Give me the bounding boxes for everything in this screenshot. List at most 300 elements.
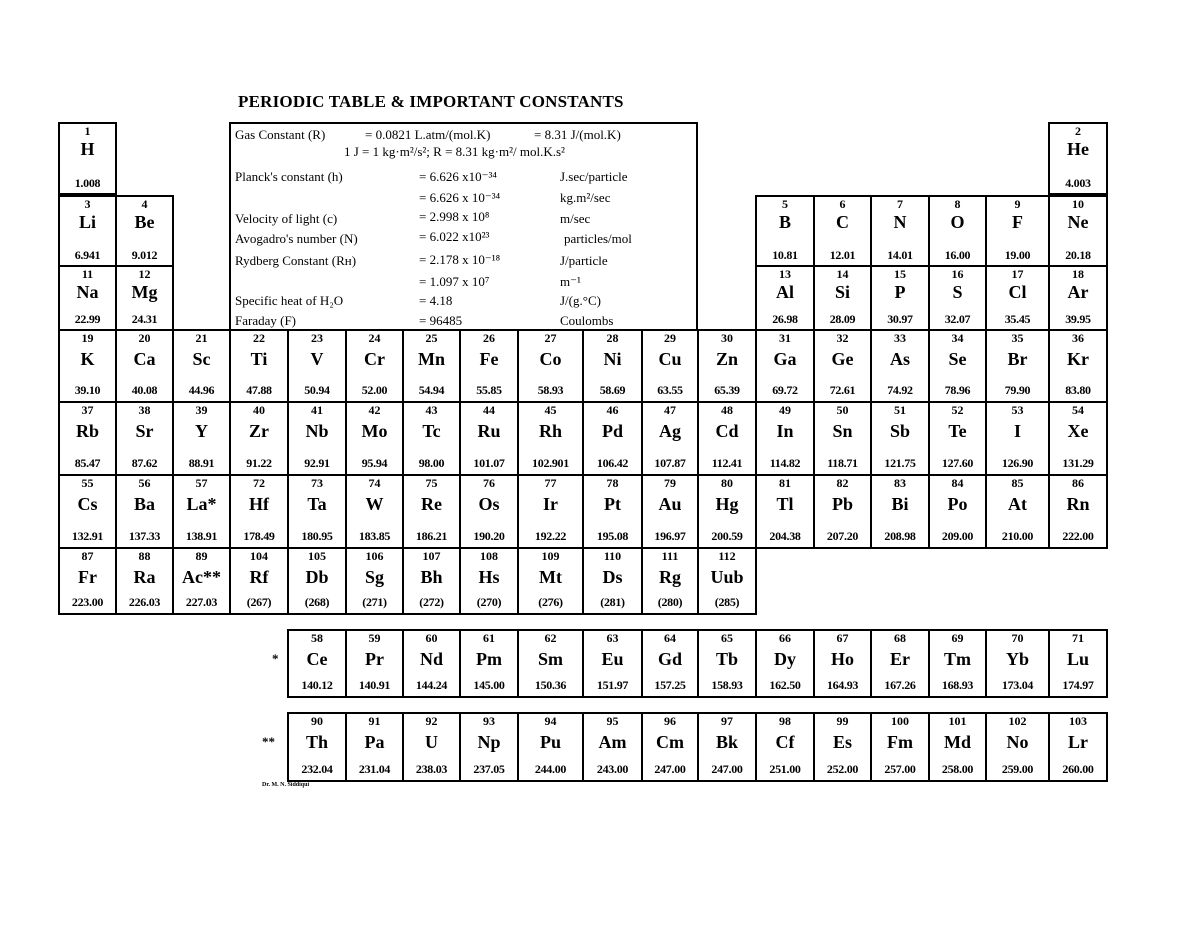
element-cell [641, 712, 699, 782]
element-cell [697, 474, 757, 549]
atomic-mass: 210.00 [1001, 529, 1034, 543]
atomic-mass: 204.38 [769, 529, 801, 543]
atomic-mass: 186.21 [415, 529, 448, 543]
element-symbol: Po [947, 494, 968, 514]
atomic-mass: 196.97 [654, 529, 686, 543]
atomic-number: 11 [81, 267, 94, 281]
atomic-mass: 58.93 [537, 383, 564, 397]
element-cell [813, 265, 872, 331]
atomic-mass: 40.08 [131, 383, 158, 397]
element-cell [517, 547, 584, 615]
element-cell [345, 629, 404, 698]
atomic-mass: 95.94 [361, 456, 388, 470]
atomic-number: 94 [544, 714, 557, 728]
atomic-mass: 260.00 [1062, 762, 1094, 776]
atomic-mass: 52.00 [361, 383, 388, 397]
atomic-number: 40 [253, 403, 265, 417]
atomic-mass: 195.08 [596, 529, 629, 543]
atomic-mass: (272) [419, 595, 444, 609]
atomic-number: 92 [425, 714, 438, 728]
element-cell [985, 195, 1050, 267]
atomic-mass: 150.36 [534, 678, 567, 692]
atomic-number: 31 [779, 331, 791, 345]
element-cell [641, 547, 699, 615]
atomic-mass: 209.00 [941, 529, 974, 543]
element-symbol: Na [76, 282, 99, 302]
element-cell [1048, 122, 1108, 195]
atomic-mass: 92.91 [304, 456, 330, 470]
element-cell [697, 401, 757, 476]
atomic-number: 2 [1075, 124, 1081, 138]
atomic-mass: 158.93 [711, 678, 743, 692]
atomic-number: 104 [250, 549, 268, 563]
atomic-number: 107 [422, 549, 441, 563]
element-symbol: Pr [365, 649, 384, 669]
element-symbol: Bk [715, 732, 739, 752]
atomic-mass: 16.00 [944, 248, 971, 262]
element-cell [287, 474, 347, 549]
element-symbol: Ni [603, 349, 622, 369]
element-cell [172, 474, 231, 549]
atomic-mass: 28.09 [829, 312, 856, 326]
atomic-mass: 107.87 [654, 456, 686, 470]
atomic-mass: 4.003 [1065, 176, 1091, 190]
faraday-value: = 96485 [419, 313, 463, 328]
element-cell [697, 629, 757, 698]
atomic-mass: 1.008 [74, 176, 101, 190]
gas-constant-value-2: = 8.31 J/(mol.K) [534, 127, 621, 142]
atomic-number: 49 [779, 403, 791, 417]
atomic-number: 112 [718, 549, 736, 563]
atomic-mass: 140.12 [301, 678, 333, 692]
atomic-number: 63 [606, 631, 619, 645]
element-cell [517, 329, 584, 403]
element-cell [115, 195, 174, 267]
element-symbol: Ar [1067, 282, 1089, 302]
element-cell [928, 629, 987, 698]
element-cell [985, 474, 1050, 549]
gas-constant-label: Gas Constant (R) [235, 127, 326, 142]
element-symbol: Be [134, 212, 155, 232]
element-cell [402, 712, 461, 782]
atomic-number: 46 [606, 403, 619, 417]
atomic-mass: 63.55 [657, 383, 683, 397]
element-symbol: Os [478, 494, 500, 514]
element-cell [928, 329, 987, 403]
atomic-number: 77 [544, 476, 557, 490]
atomic-number: 36 [1072, 331, 1084, 345]
element-symbol: Nd [419, 649, 443, 669]
element-symbol: As [889, 349, 910, 369]
avogadro-value: = 6.022 x10²³ [419, 229, 490, 244]
light-label: Velocity of light (c) [235, 211, 338, 226]
atomic-mass: 227.03 [185, 595, 218, 609]
element-symbol: Cf [775, 732, 795, 752]
atomic-number: 48 [721, 403, 733, 417]
element-cell [1048, 265, 1108, 331]
atomic-mass: 144.24 [415, 678, 448, 692]
atomic-mass: 102.901 [532, 456, 569, 470]
element-cell [58, 265, 117, 331]
element-symbol: Pa [364, 732, 385, 752]
atomic-mass: 132.91 [71, 529, 104, 543]
element-symbol: At [1008, 494, 1027, 514]
atomic-number: 5 [782, 197, 788, 211]
atomic-number: 71 [1072, 631, 1084, 645]
element-cell [582, 401, 643, 476]
atomic-mass: (281) [600, 595, 625, 609]
element-symbol: In [776, 421, 794, 441]
atomic-mass: 55.85 [476, 383, 502, 397]
atomic-number: 67 [836, 631, 849, 645]
atomic-number: 96 [664, 714, 676, 728]
atomic-mass: 208.98 [884, 529, 916, 543]
atomic-mass: 101.07 [473, 456, 505, 470]
atomic-number: 41 [311, 403, 323, 417]
rydberg-label: Rydberg Constant (Rʜ) [235, 253, 357, 268]
element-symbol: Cd [715, 421, 739, 441]
atomic-mass: 112.41 [711, 456, 743, 470]
atomic-number: 58 [311, 631, 323, 645]
atomic-number: 8 [954, 197, 961, 211]
element-symbol: Pd [601, 421, 623, 441]
atomic-number: 13 [779, 267, 791, 281]
gas-constant-value-1: = 0.0821 L.atm/(mol.K) [365, 127, 491, 142]
atomic-number: 93 [483, 714, 495, 728]
element-symbol: Th [305, 732, 329, 752]
atomic-number: 42 [368, 403, 381, 417]
atomic-mass: 183.85 [358, 529, 391, 543]
element-cell [287, 329, 347, 403]
element-symbol: Tb [715, 649, 739, 669]
atomic-number: 98 [779, 714, 791, 728]
element-cell [459, 547, 519, 615]
atomic-mass: 72.61 [829, 383, 856, 397]
element-symbol: Lr [1068, 732, 1088, 752]
element-symbol: Ho [830, 649, 854, 669]
element-cell [345, 329, 404, 403]
atomic-number: 91 [368, 714, 381, 728]
planck-value-1: = 6.626 x10⁻³⁴ [419, 169, 497, 184]
element-cell [928, 712, 987, 782]
atomic-mass: 69.72 [772, 383, 798, 397]
author-credit: Dr. M. N. Siddiqui [262, 782, 310, 788]
element-symbol: Bh [420, 567, 443, 587]
element-cell [58, 329, 117, 403]
atomic-number: 101 [948, 714, 967, 728]
rydberg-value-2: = 1.097 x 10⁷ [419, 274, 490, 289]
element-symbol: Cr [364, 349, 385, 369]
element-symbol: S [952, 282, 963, 302]
atomic-number: 105 [308, 549, 326, 563]
lanthanide-marker: * [272, 651, 279, 666]
element-symbol: Md [944, 732, 971, 752]
atomic-mass: (267) [246, 595, 272, 609]
element-cell [459, 629, 519, 698]
atomic-mass: 145.00 [473, 678, 505, 692]
element-symbol: Fr [78, 567, 97, 587]
element-cell [641, 474, 699, 549]
atomic-mass: 91.22 [246, 456, 272, 470]
atomic-mass: 231.04 [358, 762, 391, 776]
element-symbol: Li [78, 212, 96, 232]
element-symbol: Zr [249, 421, 269, 441]
atomic-number: 45 [544, 403, 557, 417]
atomic-number: 68 [894, 631, 906, 645]
specific-heat-label: Specific heat of H₂O [235, 293, 344, 308]
element-symbol: Rb [75, 421, 99, 441]
element-cell [229, 401, 289, 476]
atomic-mass: 121.75 [884, 456, 916, 470]
atomic-mass: 252.00 [826, 762, 859, 776]
atomic-mass: (280) [657, 595, 683, 609]
element-cell [1048, 195, 1108, 267]
atomic-mass: 78.96 [944, 383, 971, 397]
element-cell [459, 329, 519, 403]
element-cell [115, 401, 174, 476]
element-symbol: Ac** [182, 567, 221, 587]
atomic-mass: 65.39 [714, 383, 740, 397]
atomic-number: 57 [195, 476, 208, 490]
atomic-mass: 131.29 [1062, 456, 1094, 470]
atomic-mass: 151.97 [596, 678, 629, 692]
element-cell [229, 547, 289, 615]
atomic-number: 80 [721, 476, 733, 490]
element-symbol: Rg [659, 567, 681, 587]
atomic-number: 83 [894, 476, 906, 490]
element-symbol: Nb [305, 421, 329, 441]
constants-box [229, 122, 698, 329]
atomic-mass: 35.45 [1004, 312, 1031, 326]
atomic-mass: 9.012 [131, 248, 158, 262]
faraday-unit: Coulombs [560, 313, 614, 328]
atomic-number: 26 [483, 331, 495, 345]
atomic-number: 10 [1072, 197, 1084, 211]
atomic-mass: 58.69 [599, 383, 626, 397]
element-symbol: Gd [657, 649, 682, 669]
atomic-number: 3 [84, 197, 91, 211]
element-cell [870, 329, 930, 403]
atomic-mass: 39.10 [74, 383, 101, 397]
element-symbol: Ir [543, 494, 558, 514]
element-cell [517, 629, 584, 698]
element-cell [582, 547, 643, 615]
atomic-mass: 180.95 [301, 529, 333, 543]
atomic-number: 18 [1072, 267, 1084, 281]
element-symbol: Co [539, 349, 562, 369]
light-unit: m/sec [560, 211, 591, 226]
atomic-number: 78 [606, 476, 619, 490]
element-cell [345, 547, 404, 615]
element-symbol: Te [948, 421, 967, 441]
atomic-mass: 6.941 [74, 248, 101, 262]
atomic-number: 66 [779, 631, 791, 645]
atomic-number: 90 [311, 714, 323, 728]
element-cell [1048, 474, 1108, 549]
element-cell [1048, 329, 1108, 403]
atomic-mass: 54.94 [418, 383, 445, 397]
element-symbol: Ru [477, 421, 501, 441]
atomic-mass: 232.04 [301, 762, 333, 776]
atomic-number: 84 [951, 476, 964, 490]
element-cell [813, 195, 872, 267]
element-cell [641, 401, 699, 476]
element-cell [985, 401, 1050, 476]
atomic-number: 55 [81, 476, 94, 490]
atomic-mass: (270) [476, 595, 502, 609]
atomic-mass: 243.00 [596, 762, 629, 776]
element-cell [697, 547, 757, 615]
element-cell [755, 401, 815, 476]
atomic-number: 4 [141, 197, 148, 211]
atomic-number: 50 [836, 403, 849, 417]
element-symbol: Mt [539, 567, 562, 587]
element-symbol: F [1012, 212, 1023, 232]
element-cell [870, 712, 930, 782]
atomic-number: 24 [368, 331, 381, 345]
atomic-mass: 167.26 [884, 678, 916, 692]
atomic-mass: 106.42 [596, 456, 629, 470]
atomic-mass: 251.00 [769, 762, 801, 776]
element-cell [813, 629, 872, 698]
atomic-number: 102 [1008, 714, 1027, 728]
planck-unit-2: kg.m²/sec [560, 190, 611, 205]
element-symbol: Am [598, 732, 627, 752]
element-symbol: Hs [478, 567, 500, 587]
element-symbol: Rn [1066, 494, 1090, 514]
atomic-mass: 24.31 [131, 312, 158, 326]
element-symbol: Y [195, 421, 208, 441]
element-cell [58, 401, 117, 476]
element-symbol: P [894, 282, 906, 302]
element-symbol: Rh [538, 421, 562, 441]
element-cell [58, 122, 117, 195]
atomic-number: 74 [368, 476, 381, 490]
element-cell [928, 401, 987, 476]
element-symbol: Lu [1066, 649, 1090, 669]
atomic-mass: 79.90 [1004, 383, 1031, 397]
element-cell [928, 195, 987, 267]
element-symbol: Sn [832, 421, 853, 441]
element-symbol: H [80, 139, 95, 159]
rydberg-unit-1: J/particle [560, 253, 608, 268]
element-cell [985, 712, 1050, 782]
element-cell [985, 329, 1050, 403]
atomic-number: 87 [81, 549, 94, 563]
element-symbol: La* [186, 494, 217, 514]
element-symbol: U [425, 732, 438, 752]
element-cell [870, 195, 930, 267]
atomic-number: 51 [894, 403, 906, 417]
atomic-number: 16 [951, 267, 964, 281]
element-cell [459, 401, 519, 476]
element-symbol: Tl [776, 494, 794, 514]
atomic-number: 34 [951, 331, 964, 345]
atomic-number: 21 [195, 331, 208, 345]
element-cell [287, 712, 347, 782]
atomic-number: 54 [1072, 403, 1084, 417]
element-symbol: Ca [133, 349, 156, 369]
atomic-mass: 47.88 [246, 383, 272, 397]
element-cell [813, 329, 872, 403]
atomic-number: 99 [836, 714, 849, 728]
atomic-number: 9 [1014, 197, 1021, 211]
atomic-number: 30 [721, 331, 733, 345]
element-cell [870, 474, 930, 549]
element-symbol: Xe [1067, 421, 1089, 441]
element-symbol: Cu [658, 349, 682, 369]
element-cell [755, 629, 815, 698]
specific-heat-value: = 4.18 [419, 293, 453, 308]
element-symbol: Es [832, 732, 852, 752]
element-cell [641, 629, 699, 698]
element-symbol: Ga [773, 349, 797, 369]
atomic-mass: 88.91 [188, 456, 215, 470]
element-symbol: Cl [1008, 282, 1027, 302]
element-symbol: Db [305, 567, 329, 587]
atomic-number: 62 [544, 631, 557, 645]
atomic-mass: (271) [362, 595, 387, 609]
element-symbol: Pt [604, 494, 621, 514]
atomic-number: 110 [603, 549, 622, 563]
atomic-number: 1 [84, 124, 91, 138]
atomic-number: 56 [138, 476, 151, 490]
atomic-number: 7 [897, 197, 903, 211]
atomic-number: 108 [480, 549, 498, 563]
element-symbol: Pb [831, 494, 853, 514]
atomic-mass: 114.82 [769, 456, 801, 470]
element-symbol: He [1067, 139, 1089, 159]
atomic-mass: 83.80 [1065, 383, 1091, 397]
atomic-mass: 247.00 [654, 762, 686, 776]
element-symbol: W [365, 494, 384, 514]
planck-unit-1: J.sec/particle [560, 169, 628, 184]
atomic-number: 22 [253, 331, 265, 345]
element-symbol: Si [834, 282, 850, 302]
avogadro-label: Avogadro's number (N) [235, 231, 358, 246]
element-cell [1048, 401, 1108, 476]
element-symbol: Mo [361, 421, 388, 441]
element-symbol: Fe [479, 349, 499, 369]
atomic-number: 86 [1072, 476, 1084, 490]
atomic-number: 111 [661, 549, 679, 563]
element-symbol: Ti [250, 349, 268, 369]
atomic-number: 25 [425, 331, 438, 345]
element-cell [402, 629, 461, 698]
atomic-number: 89 [195, 549, 208, 563]
atomic-mass: 126.90 [1001, 456, 1034, 470]
element-symbol: Ne [1067, 212, 1089, 232]
atomic-mass: 247.00 [711, 762, 743, 776]
atomic-number: 103 [1069, 714, 1087, 728]
element-symbol: Se [948, 349, 967, 369]
atomic-mass: 39.95 [1065, 312, 1091, 326]
element-symbol: Er [890, 649, 910, 669]
element-cell [229, 329, 289, 403]
atomic-mass: 118.71 [827, 456, 858, 470]
element-symbol: Re [421, 494, 442, 514]
atomic-number: 38 [138, 403, 151, 417]
element-symbol: Rf [249, 567, 269, 587]
atomic-mass: 223.00 [71, 595, 104, 609]
atomic-mass: 190.20 [473, 529, 505, 543]
element-cell [928, 474, 987, 549]
atomic-mass: (276) [538, 595, 563, 609]
atomic-mass: 20.18 [1065, 248, 1091, 262]
element-cell [755, 474, 815, 549]
element-symbol: Ta [307, 494, 327, 514]
element-cell [755, 712, 815, 782]
